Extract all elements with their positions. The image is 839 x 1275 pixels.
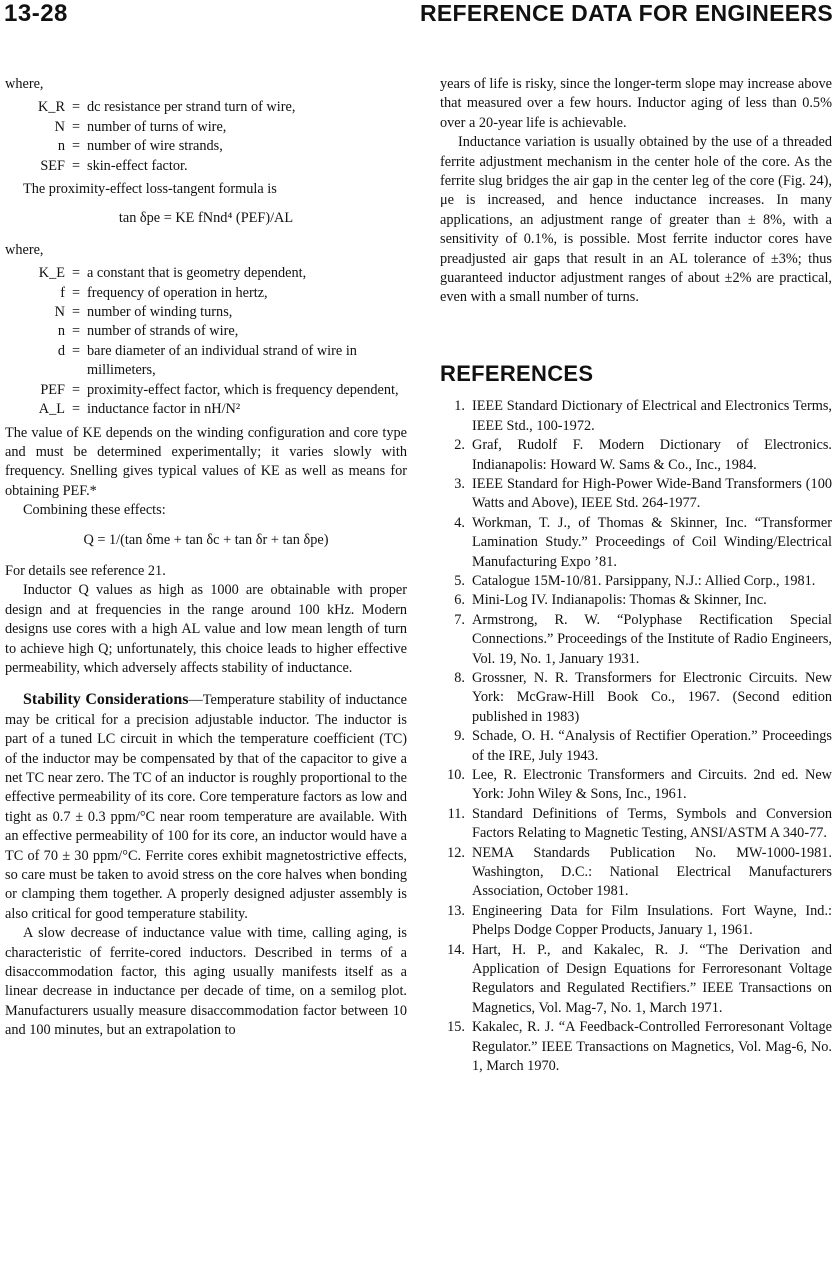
definition-symbol: A_L: [38, 401, 65, 418]
definition-equals: =: [71, 284, 81, 301]
reference-item: [440, 766, 832, 805]
left-column: [5, 75, 407, 1041]
reference-item: [440, 805, 832, 844]
reference-text: Standard Definitions of Terms, Symbols and Conversion Factors Relating to Magnetic Testing, ANSI/ASTM A 340-77.: [472, 805, 832, 842]
reference-number: 7.: [454, 611, 465, 628]
references-heading: REFERENCES: [440, 360, 594, 386]
definition-symbol: d: [57, 342, 65, 359]
definition-row: [5, 322, 407, 341]
reference-text: Lee, R. Electronic Transformers and Circuits. 2nd ed. New York: John Wiley & Sons, Inc., 1961.: [472, 767, 832, 803]
definition-text: number of winding turns,: [87, 304, 233, 321]
definition-text: proximity-effect factor, which is frequency dependent,: [87, 381, 399, 398]
definition-symbol: N: [54, 304, 65, 321]
definition-row: [5, 342, 407, 381]
reference-text: IEEE Standard for High-Power Wide-Band Transformers (100 Watts and Above), IEEE Std. 264-1977.: [472, 475, 832, 512]
reference-number: 8.: [454, 669, 465, 686]
definition-row: [5, 137, 407, 156]
reference-number: 1.: [454, 398, 465, 415]
combining-label: Combining these effects:: [23, 502, 166, 519]
reference-text: Catalogue 15M-10/81. Parsippany, N.J.: Allied Corp., 1981.: [472, 572, 816, 589]
definition-text: number of turns of wire,: [87, 118, 227, 135]
reference-item: [440, 844, 832, 902]
reference-text: IEEE Standard Dictionary of Electrical and Electronics Terms, IEEE Std., 100-1972.: [472, 398, 832, 434]
reference-text: Schade, O. H. “Analysis of Rectifier Operation.” Proceedings of the IRE, July 1943.: [472, 728, 832, 764]
reference-item: [440, 669, 832, 727]
details-line: For details see reference 21.: [5, 562, 166, 579]
definition-text: skin-effect factor.: [87, 157, 188, 174]
reference-text: Workman, T. J., of Thomas & Skinner, Inc. “Transformer Lamination Study.” Proceedings of Coil Winding/Electrical Manufacturing Expo ’81.: [472, 514, 832, 570]
reference-item: [440, 902, 832, 941]
reference-item: [440, 436, 832, 475]
inductance-variation-paragraph: Inductance variation is usually obtained by the use of a threaded ferrite adjustment mechanism in the center hole of the core. As the ferrite slug bridges the air gap in the center leg of the core (Fig. 24), μe is increased, and hence inductance increases. In many applications, an adjustment range of greater than ± 8%, with a sensitivity of 0.1%, is possible. Most ferrite inductor cores have preadjusted air gaps that result in an AL tolerance of ±3%; thus guaranteed inductor adjustment ranges of about ±2% are practical, even with a small number of turns.: [440, 134, 832, 306]
reference-text: Armstrong, R. W. “Polyphase Rectification Special Connections.” Proceedings of the Institute of Radio Engineers, Vol. 19, No. 1, January 1931.: [472, 611, 832, 667]
reference-number: 12.: [447, 844, 465, 861]
proximity-formula: tan δpe = KE fNnd⁴ (PEF)/AL: [118, 210, 294, 227]
reference-number: 5.: [454, 572, 465, 589]
definition-row: [5, 98, 407, 117]
definition-symbol: K_R: [37, 99, 65, 116]
definition-equals: =: [71, 99, 81, 116]
running-title: REFERENCE DATA FOR ENGINEERS: [419, 0, 833, 26]
definition-symbol: K_E: [38, 265, 65, 282]
definition-equals: =: [71, 381, 81, 398]
ke-paragraph: The value of KE depends on the winding configuration and core type and must be determined experimentally; it varies slowly with frequency. Snelling gives typical values of KE as well as means for obtaining PEF.*: [5, 424, 407, 499]
where-label: where,: [5, 76, 44, 92]
q-paragraph: Inductor Q values as high as 1000 are obtainable with proper design and at frequencies in the range around 100 kHz. Modern designs use cores with a high AL value and low mean length of turn to achieve high Q; unfortunately, this choice leads to higher effective permeability, which adversely affects stability of inductance.: [5, 582, 407, 676]
definition-row: [5, 400, 407, 419]
reference-number: 13.: [447, 902, 465, 919]
reference-number: 14.: [447, 941, 465, 958]
q-formula: Q = 1/(tan δme + tan δc + tan δr + tan δpe): [83, 531, 329, 548]
definition-equals: =: [71, 157, 81, 174]
reference-text: Engineering Data for Film Insulations. Fort Wayne, Ind.: Phelps Dodge Copper Products, January 1, 1961.: [472, 902, 832, 939]
reference-number: 15.: [447, 1019, 465, 1036]
reference-text: Graf, Rudolf F. Modern Dictionary of Electronics. Indianapolis: Howard W. Sams & Co., Inc., 1984.: [472, 437, 832, 473]
definition-symbol: f: [60, 284, 65, 301]
definition-equals: =: [71, 265, 81, 282]
reference-number: 6.: [454, 592, 465, 609]
aging-paragraph: A slow decrease of inductance value with time, calling aging, is characteristic of ferrite-cored inductors. Described in terms of a disaccommodation factor, this aging usually manifests itself as a linear decrease in inductance per decade of time, on a semilog plot. Manufacturers usually measure disaccommodation factor between 10 and 100 minutes, but an extrapolation to: [5, 925, 407, 1039]
definition-row: [5, 284, 407, 303]
stability-text: —Temperature stability of inductance may be critical for a precision adjustable inductor. The inductor is part of a tuned LC circuit in which the temperature coefficient (TC) of the inductor may be compensated by that of the capacitor to give a net TC near zero. The TC of an inductor is roughly proportional to the effective permeability of its core. Core temperature factors as low and tight as 0.7 ± 0.3 ppm/°C near room temperature are available. With an effective permeability of 100 for its core, an inductor would have a TC of 70 ± 30 ppm/°C. Ferrite cores exhibit magnetostrictive effects, so care must be taken to avoid stress on the core halves when bonding or clamping them together. A properly designed adjuster assembly is also critical for good temperature stability.: [5, 692, 407, 922]
reference-item: [440, 591, 832, 610]
reference-item: [440, 514, 832, 572]
definition-text: dc resistance per strand turn of wire,: [87, 99, 296, 116]
reference-text: NEMA Standards Publication No. MW-1000-1981. Washington, D.C.: National Electrical Manufacturers Association, October 1981.: [472, 844, 832, 900]
definition-symbol: N: [54, 118, 65, 135]
definition-row: [5, 157, 407, 176]
reference-list: [440, 397, 832, 1076]
definition-list-skin: [5, 98, 407, 176]
definition-text: frequency of operation in hertz,: [87, 284, 268, 301]
stability-heading: Stability Considerations: [23, 691, 189, 709]
definition-text: number of wire strands,: [87, 138, 223, 155]
reference-number: 9.: [454, 728, 465, 745]
definition-equals: =: [71, 401, 81, 418]
reference-number: 10.: [447, 767, 465, 783]
reference-number: 4.: [454, 514, 465, 531]
definition-row: [5, 264, 407, 283]
definition-symbol: n: [57, 138, 65, 155]
right-column: [440, 75, 832, 1077]
definition-row: [5, 381, 407, 400]
definition-equals: =: [71, 138, 81, 155]
aging-continuation: years of life is risky, since the longer-term slope may increase above that measured over a few hours. Inductor aging of less than 0.5% over a 20-year life is achievable.: [440, 76, 832, 131]
proximity-intro: The proximity-effect loss-tangent formula is: [23, 181, 277, 198]
definition-row: [5, 303, 407, 322]
definition-equals: =: [71, 342, 81, 359]
definition-row: [5, 118, 407, 137]
reference-item: [440, 397, 832, 436]
stability-paragraph: [5, 690, 407, 924]
definition-text: bare diameter of an individual strand of wire in millimeters,: [87, 342, 357, 379]
where-label-2: where,: [5, 241, 44, 258]
reference-item: [440, 611, 832, 669]
reference-item: [440, 727, 832, 766]
page-header: [0, 0, 839, 40]
reference-item: [440, 941, 832, 1019]
reference-text: Grossner, N. R. Transformers for Electronic Circuits. New York: McGraw-Hill Book Co., 1967. (Second edition published in 1983): [472, 669, 832, 725]
definition-list-proximity: [5, 264, 407, 419]
definition-symbol: PEF: [40, 381, 65, 398]
reference-number: 3.: [454, 475, 465, 492]
reference-item: [440, 475, 832, 514]
definition-symbol: SEF: [40, 157, 65, 174]
definition-equals: =: [71, 304, 81, 321]
reference-text: Hart, H. P., and Kakalec, R. J. “The Derivation and Application of Design Equations for Ferroresonant Voltage Regulators and Regulated Rectifiers.” IEEE Transactions on Magnetics, Vol. Mag-7, No. 1, March 1971.: [472, 941, 832, 1016]
reference-number: 11.: [447, 805, 465, 822]
reference-text: Mini-Log IV. Indianapolis: Thomas & Skinner, Inc.: [472, 592, 767, 609]
definition-equals: =: [71, 118, 81, 135]
definition-text: number of strands of wire,: [87, 323, 239, 340]
reference-item: [440, 1018, 832, 1076]
reference-number: 2.: [454, 437, 465, 454]
definition-equals: =: [71, 323, 81, 340]
definition-text: inductance factor in nH/N²: [87, 401, 241, 418]
reference-item: [440, 572, 832, 591]
page-number: 13-28: [4, 0, 68, 27]
definition-symbol: n: [57, 323, 65, 340]
reference-text: Kakalec, R. J. “A Feedback-Controlled Ferroresonant Voltage Regulator.” IEEE Transactions on Magnetics, Vol. Mag-6, No. 1, March 1970.: [472, 1019, 832, 1075]
definition-text: a constant that is geometry dependent,: [87, 265, 307, 282]
